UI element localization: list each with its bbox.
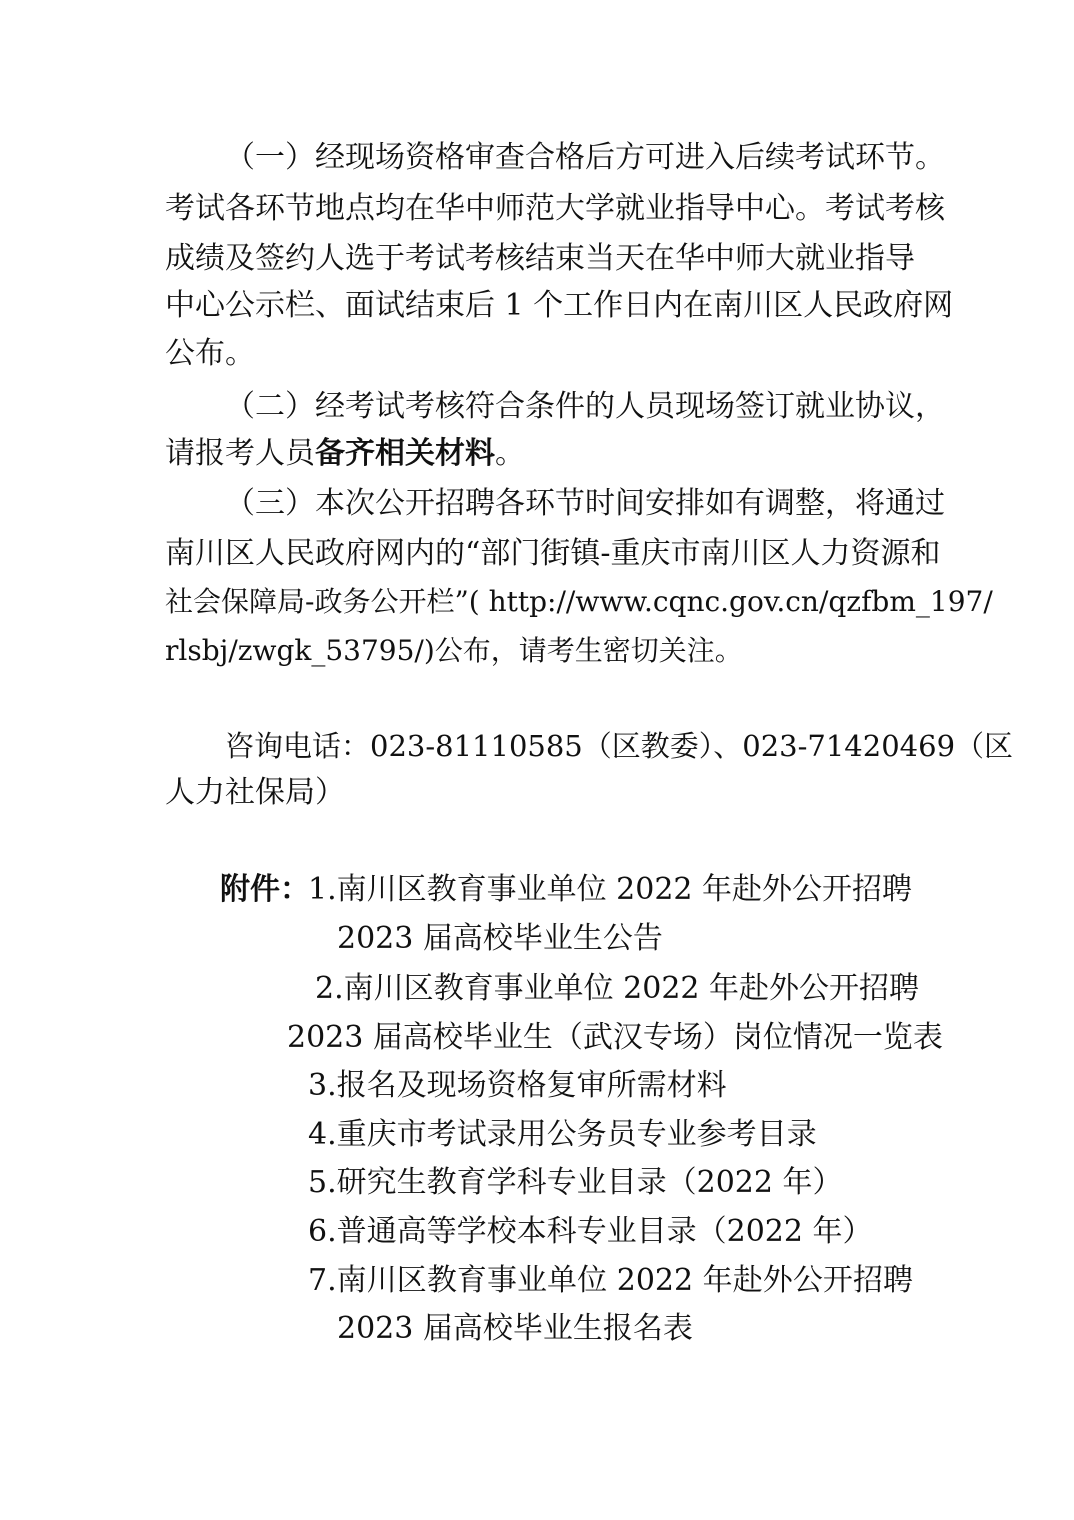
attachment-1-line-1: 1.南川区教育事业单位 2022 年赴外公开招聘 xyxy=(308,872,913,907)
paragraph-2-line-1: （二）经考试考核符合条件的人员现场签订就业协议， xyxy=(225,389,945,424)
attachment-1-line-2: 2023 届高校毕业生公告 xyxy=(337,921,663,956)
paragraph-3-line-4: rlsbj/zwgk_53795/)公布，请考生密切关注。 xyxy=(165,634,743,667)
contact-phone-line-2: 人力社保局） xyxy=(165,775,345,810)
attachment-2-line-2: 2023 届高校毕业生（武汉专场）岗位情况一览表 xyxy=(287,1020,943,1055)
paragraph-3-line-2: 南川区人民政府网内的“部门街镇-重庆市南川区人力资源和 xyxy=(165,536,941,571)
paragraph-1-line-4: 中心公示栏、面试结束后 1 个工作日内在南川区人民政府网 xyxy=(165,288,954,323)
attachment-5: 5.研究生教育学科专业目录（2022 年） xyxy=(308,1165,843,1200)
attachments-label: 附件： xyxy=(220,872,310,907)
attachment-7-line-1: 7.南川区教育事业单位 2022 年赴外公开招聘 xyxy=(308,1263,913,1298)
attachment-7-line-2: 2023 届高校毕业生报名表 xyxy=(337,1311,693,1346)
attachment-3: 3.报名及现场资格复审所需材料 xyxy=(308,1068,727,1103)
attachment-6: 6.普通高等学校本科专业目录（2022 年） xyxy=(308,1214,873,1249)
highlighted-text: 备齐相关材料 xyxy=(315,436,495,471)
paragraph-2-punct: 。 xyxy=(495,436,525,471)
paragraph-2-text: 请报考人员 xyxy=(165,436,315,471)
paragraph-2-line-2 xyxy=(165,430,913,478)
paragraph-1-line-2: 考试各环节地点均在华中师范大学就业指导中心。考试考核 xyxy=(165,191,945,226)
paragraph-1-line-3: 成绩及签约人选于考试考核结束当天在华中师大就业指导 xyxy=(165,241,915,276)
contact-phone-line-1: 咨询电话：023-81110585（区教委）、023-71420469（区 xyxy=(225,729,1014,763)
paragraph-3-line-3: 社会保障局-政务公开栏”( http://www.cqnc.gov.cn/qzfbm_197/ xyxy=(165,585,993,618)
paragraph-1-line-5: 公布。 xyxy=(165,336,255,371)
paragraph-3-line-1: （三）本次公开招聘各环节时间安排如有调整，将通过 xyxy=(225,486,945,521)
attachment-4: 4.重庆市考试录用公务员专业参考目录 xyxy=(308,1117,817,1152)
attachment-2-line-1: 2.南川区教育事业单位 2022 年赴外公开招聘 xyxy=(315,971,920,1006)
paragraph-1-line-1: （一）经现场资格审查合格后方可进入后续考试环节。 xyxy=(225,140,945,175)
